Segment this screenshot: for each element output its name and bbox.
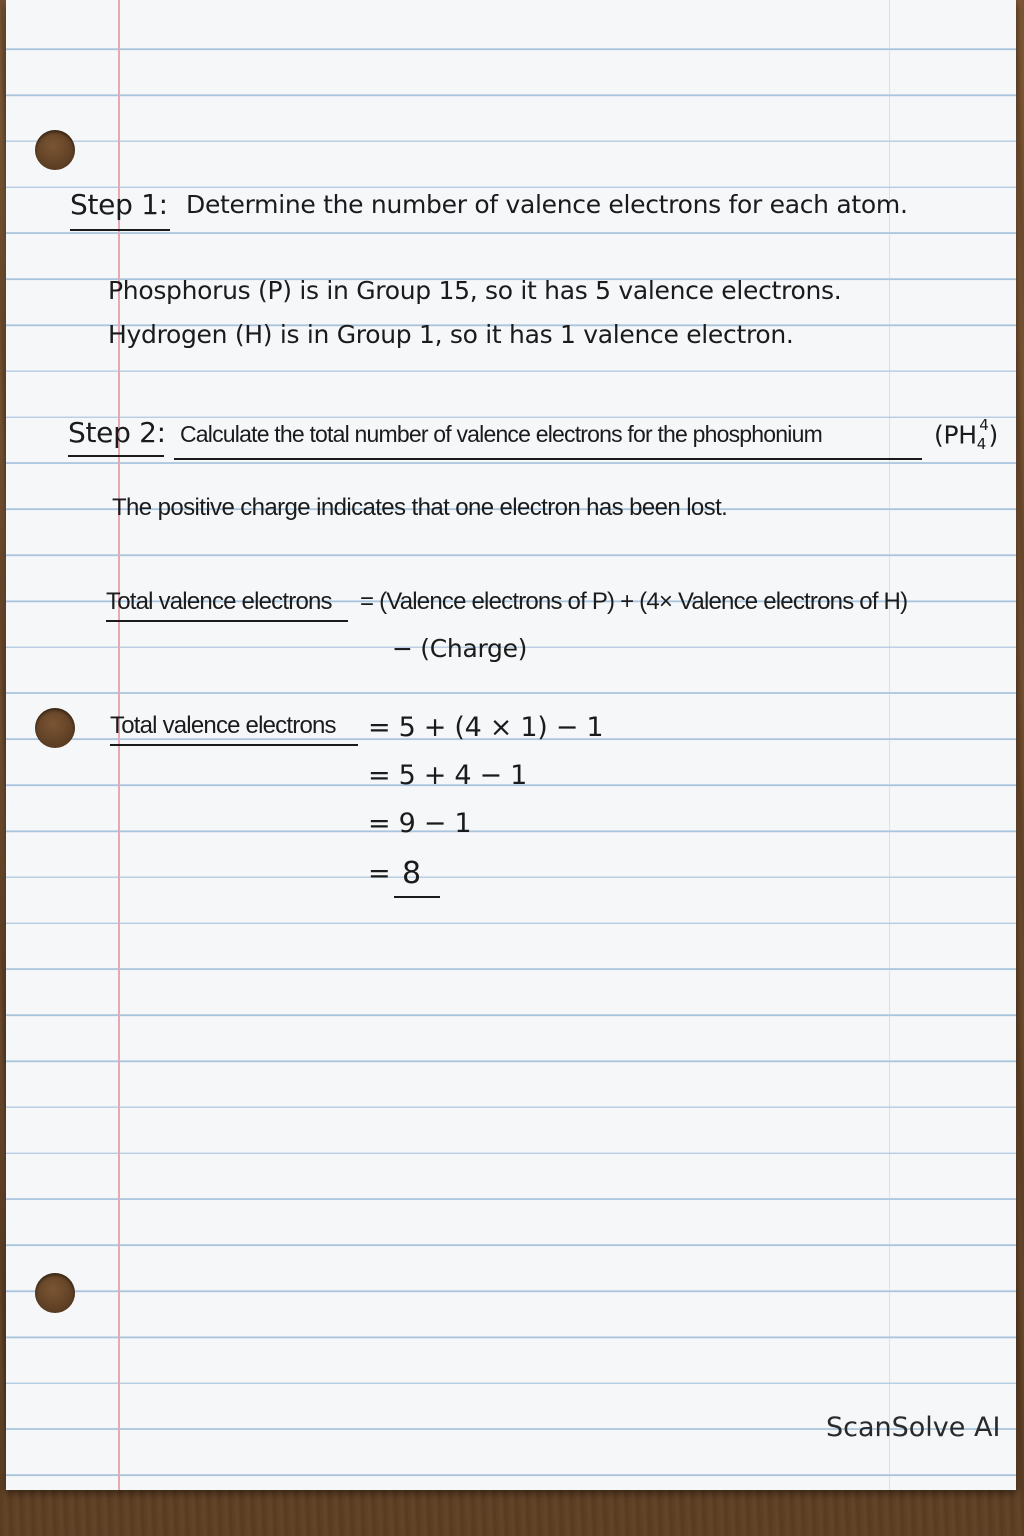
step1-line-phosphorus: Phosphorus (P) is in Group 15, so it has 5 valence electrons. xyxy=(108,276,842,305)
step1-title: Determine the number of valence electrons for each atom. xyxy=(186,190,908,219)
formula-subscript: 4 xyxy=(976,434,986,453)
right-guide-line xyxy=(889,0,890,1490)
calc-line-2: = 5 + 4 − 1 xyxy=(368,760,528,791)
calc-line-4: = xyxy=(368,858,391,889)
step2-title: Calculate the total number of valence electrons for the phosphonium xyxy=(180,421,822,447)
step1-label: Step 1: xyxy=(70,188,168,221)
formula-main: PH xyxy=(943,420,977,450)
footer-watermark: ScanSolve AI xyxy=(826,1412,1001,1443)
formula-lhs: Total valence electrons xyxy=(106,588,332,615)
binder-hole-top xyxy=(35,130,75,170)
step2-label-underline xyxy=(68,455,164,457)
formula-lhs-underline xyxy=(106,620,348,622)
binder-hole-middle xyxy=(35,708,75,748)
final-answer-underline xyxy=(394,896,440,898)
step2-note: The positive charge indicates that one electron has been lost. xyxy=(112,494,728,521)
calc-line-1: = 5 + (4 × 1) − 1 xyxy=(368,712,604,743)
step2-label: Step 2: xyxy=(68,416,166,449)
notebook-page xyxy=(6,0,1016,1490)
calc-line-3: = 9 − 1 xyxy=(368,808,472,839)
formula-rhs-line1: = (Valence electrons of P) + (4× Valence electrons of H) xyxy=(360,588,908,615)
calc-lhs: Total valence electrons xyxy=(110,712,336,739)
step2-title-underline xyxy=(174,458,922,460)
formula-superscript: 4 xyxy=(979,416,989,434)
phosphonium-formula: $(PH_4^4)$ xyxy=(934,416,998,453)
calc-lhs-underline xyxy=(110,744,358,746)
binder-hole-bottom xyxy=(35,1273,75,1313)
step1-label-underline xyxy=(70,229,170,231)
formula-rhs-line2: − (Charge) xyxy=(392,634,528,663)
final-answer: 8 xyxy=(402,856,421,891)
step1-line-hydrogen: Hydrogen (H) is in Group 1, so it has 1 valence electron. xyxy=(108,320,794,349)
